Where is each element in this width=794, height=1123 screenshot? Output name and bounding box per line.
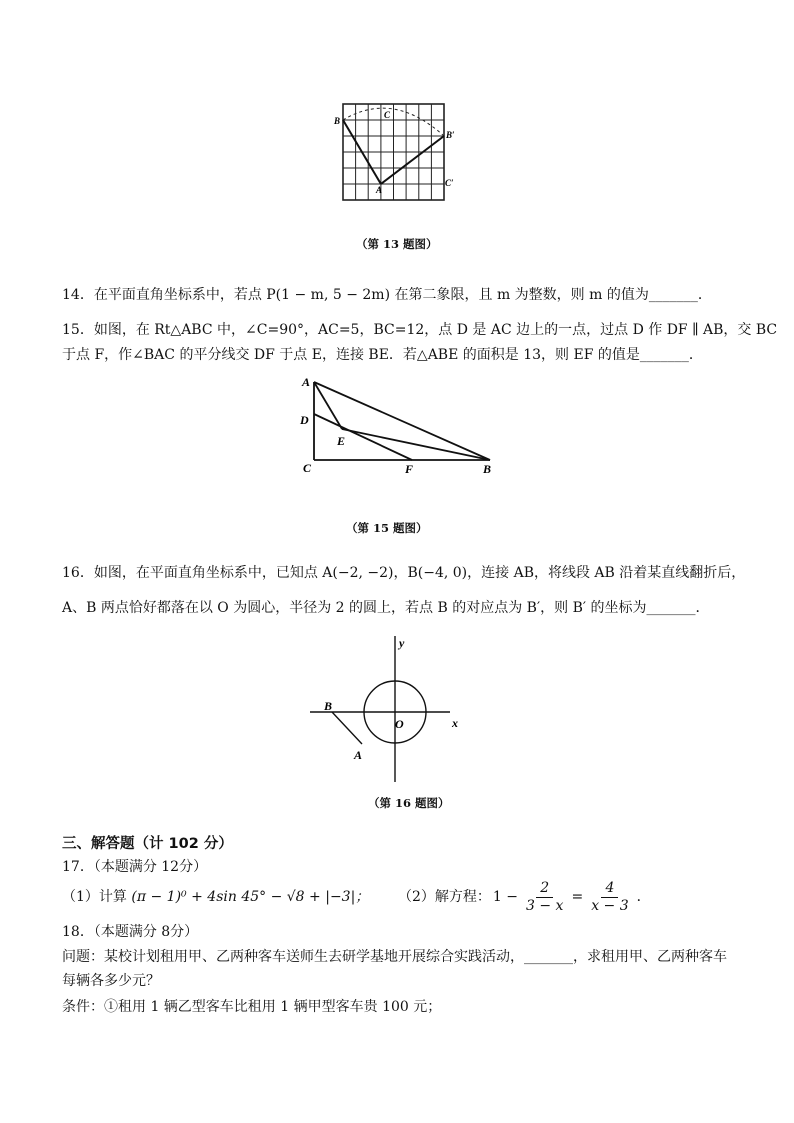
label-B-prime: B′: [446, 130, 455, 140]
label-y: y: [399, 636, 405, 650]
label-B: B: [334, 116, 341, 126]
label-A: A: [302, 375, 311, 389]
fraction-2: [587, 880, 632, 915]
figure-16: [310, 632, 470, 784]
question-16-line2: A、B 两点恰好都落在以 O 为圆心，半径为 2 的圆上，若点 B 的对应点为 B′，则 B′ 的坐标为_______．: [62, 600, 710, 616]
eq-sign: =: [571, 889, 584, 905]
label-B: B: [324, 699, 333, 713]
question-14: 14．在平面直角坐标系中，若点 P(1 − m, 5 − 2m) 在第二象限，且 m 为整数，则 m 的值为_______．: [62, 287, 712, 303]
label-B: B: [483, 462, 492, 476]
part1-expression: (π − 1)⁰ + 4sin 45° − √8 + |−3|；: [131, 889, 370, 905]
question-16-line1: 16．如图，在平面直角坐标系中，已知点 A(−2, −2)，B(−4, 0)，连接 AB，将线段 AB 沿着某直线翻折后，: [62, 565, 746, 581]
label-O: O: [395, 717, 404, 731]
fraction-2-numerator: 4: [601, 880, 618, 898]
question-18-problem-line2: 每辆各多少元？: [62, 973, 160, 989]
label-E: E: [337, 434, 346, 448]
figure-13: [330, 96, 460, 208]
label-C: C: [384, 110, 391, 120]
label-D: D: [300, 413, 309, 427]
question-18-problem-line1: 问题：某校计划租用甲、乙两种客车送师生去研学基地开展综合实践活动，_______，求租用甲、乙两种客车: [62, 949, 727, 965]
label-C: C: [303, 461, 312, 475]
fraction-1: [522, 880, 567, 915]
question-15-line2: 于点 F，作∠BAC 的平分线交 DF 于点 E，连接 BE．若△ABE 的面积是 13，则 EF 的值是_______．: [62, 347, 703, 363]
label-C-prime: C′: [445, 178, 454, 188]
question-17-part2: [398, 875, 651, 919]
section-3-title: 三、解答题（计 102 分）: [62, 836, 233, 852]
label-A: A: [376, 185, 383, 195]
label-x: x: [452, 716, 458, 730]
label-A: A: [354, 748, 363, 762]
question-18-condition-1: 条件：①租用 1 辆乙型客车比租用 1 辆甲型客车贵 100 元；: [62, 999, 442, 1015]
fraction-1-numerator: 2: [536, 880, 553, 898]
fraction-1-denominator: 3 − x: [526, 897, 564, 914]
fig16-caption: （第 16 题图）: [368, 796, 450, 810]
eq-one: 1 −: [492, 889, 519, 905]
part2-prefix: （2）解方程：: [398, 889, 491, 905]
part1-prefix: （1）计算: [62, 889, 127, 905]
eq-end: ．: [636, 889, 651, 905]
grid: [343, 104, 444, 200]
question-17-header: 17．（本题满分 12分）: [62, 859, 208, 875]
label-F: F: [405, 462, 414, 476]
fig13-caption: （第 13 题图）: [356, 237, 438, 251]
question-18-header: 18．（本题满分 8分）: [62, 924, 199, 940]
figure-15: [296, 374, 506, 478]
fraction-2-denominator: x − 3: [591, 897, 629, 914]
question-15-line1: 15．如图，在 Rt△ABC 中，∠C=90°，AC=5，BC=12，点 D 是 AC 边上的一点，过点 D 作 DF ∥ AB，交 BC: [62, 322, 778, 338]
question-17-part1: [62, 887, 369, 907]
fig15-caption: （第 15 题图）: [346, 521, 428, 535]
